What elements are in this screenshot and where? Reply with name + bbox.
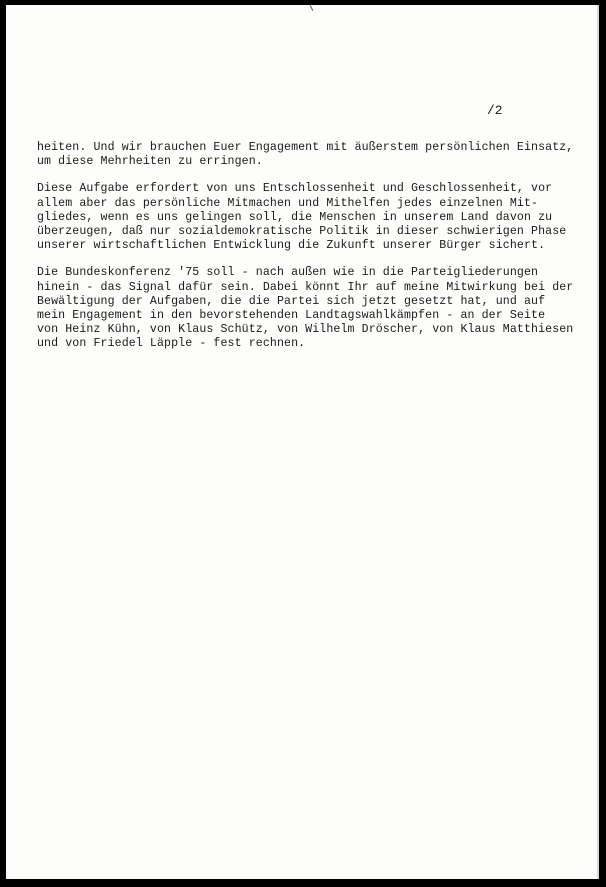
text-line: heiten. Und wir brauchen Euer Engagement mit äußerstem persönlichen Einsatz, — [37, 141, 574, 154]
text-line: von Heinz Kühn, von Klaus Schütz, von Wilhelm Dröscher, von Klaus Matthiesen — [37, 323, 574, 337]
paragraph-2 — [37, 182, 587, 253]
paper-sheet — [6, 5, 599, 879]
text-line: und von Friedel Läpple - fest rechnen. — [37, 337, 306, 351]
letter-body — [37, 141, 587, 365]
text-line: Diese Aufgabe erfordert von uns Entschlossenheit und Geschlossenheit, vor — [37, 182, 553, 196]
text-line: unserer wirtschaftlichen Entwicklung die Zukunft unserer Bürger sichert. — [37, 239, 546, 253]
text-line: allem aber das persönliche Mitmachen und Mithelfen jedes einzelnen Mit- — [37, 196, 539, 210]
text-line: überzeugen, daß nur sozialdemokratische Politik in dieser schwierigen Phase — [37, 225, 567, 239]
page-number: /2 — [487, 103, 503, 118]
text-line: hinein - das Signal dafür sein. Dabei könnt Ihr auf meine Mitwirkung bei der — [37, 280, 574, 294]
text-line: Bewältigung der Aufgaben, die die Partei sich jetzt gesetzt hat, und auf — [37, 294, 546, 308]
text-line: mein Engagement in den bevorstehenden Landtagswahlkämpfen - an der Seite — [37, 309, 546, 323]
text-line: um diese Mehrheiten zu erringen. — [37, 155, 263, 169]
paragraph-1 — [37, 141, 587, 169]
paragraph-3 — [37, 266, 587, 351]
text-line: Die Bundeskonferenz '75 soll - nach außen wie in die Parteigliederungen — [37, 266, 539, 280]
text-line: gliedes, wenn es uns gelingen soll, die Menschen in unserem Land davon zu — [37, 210, 553, 224]
